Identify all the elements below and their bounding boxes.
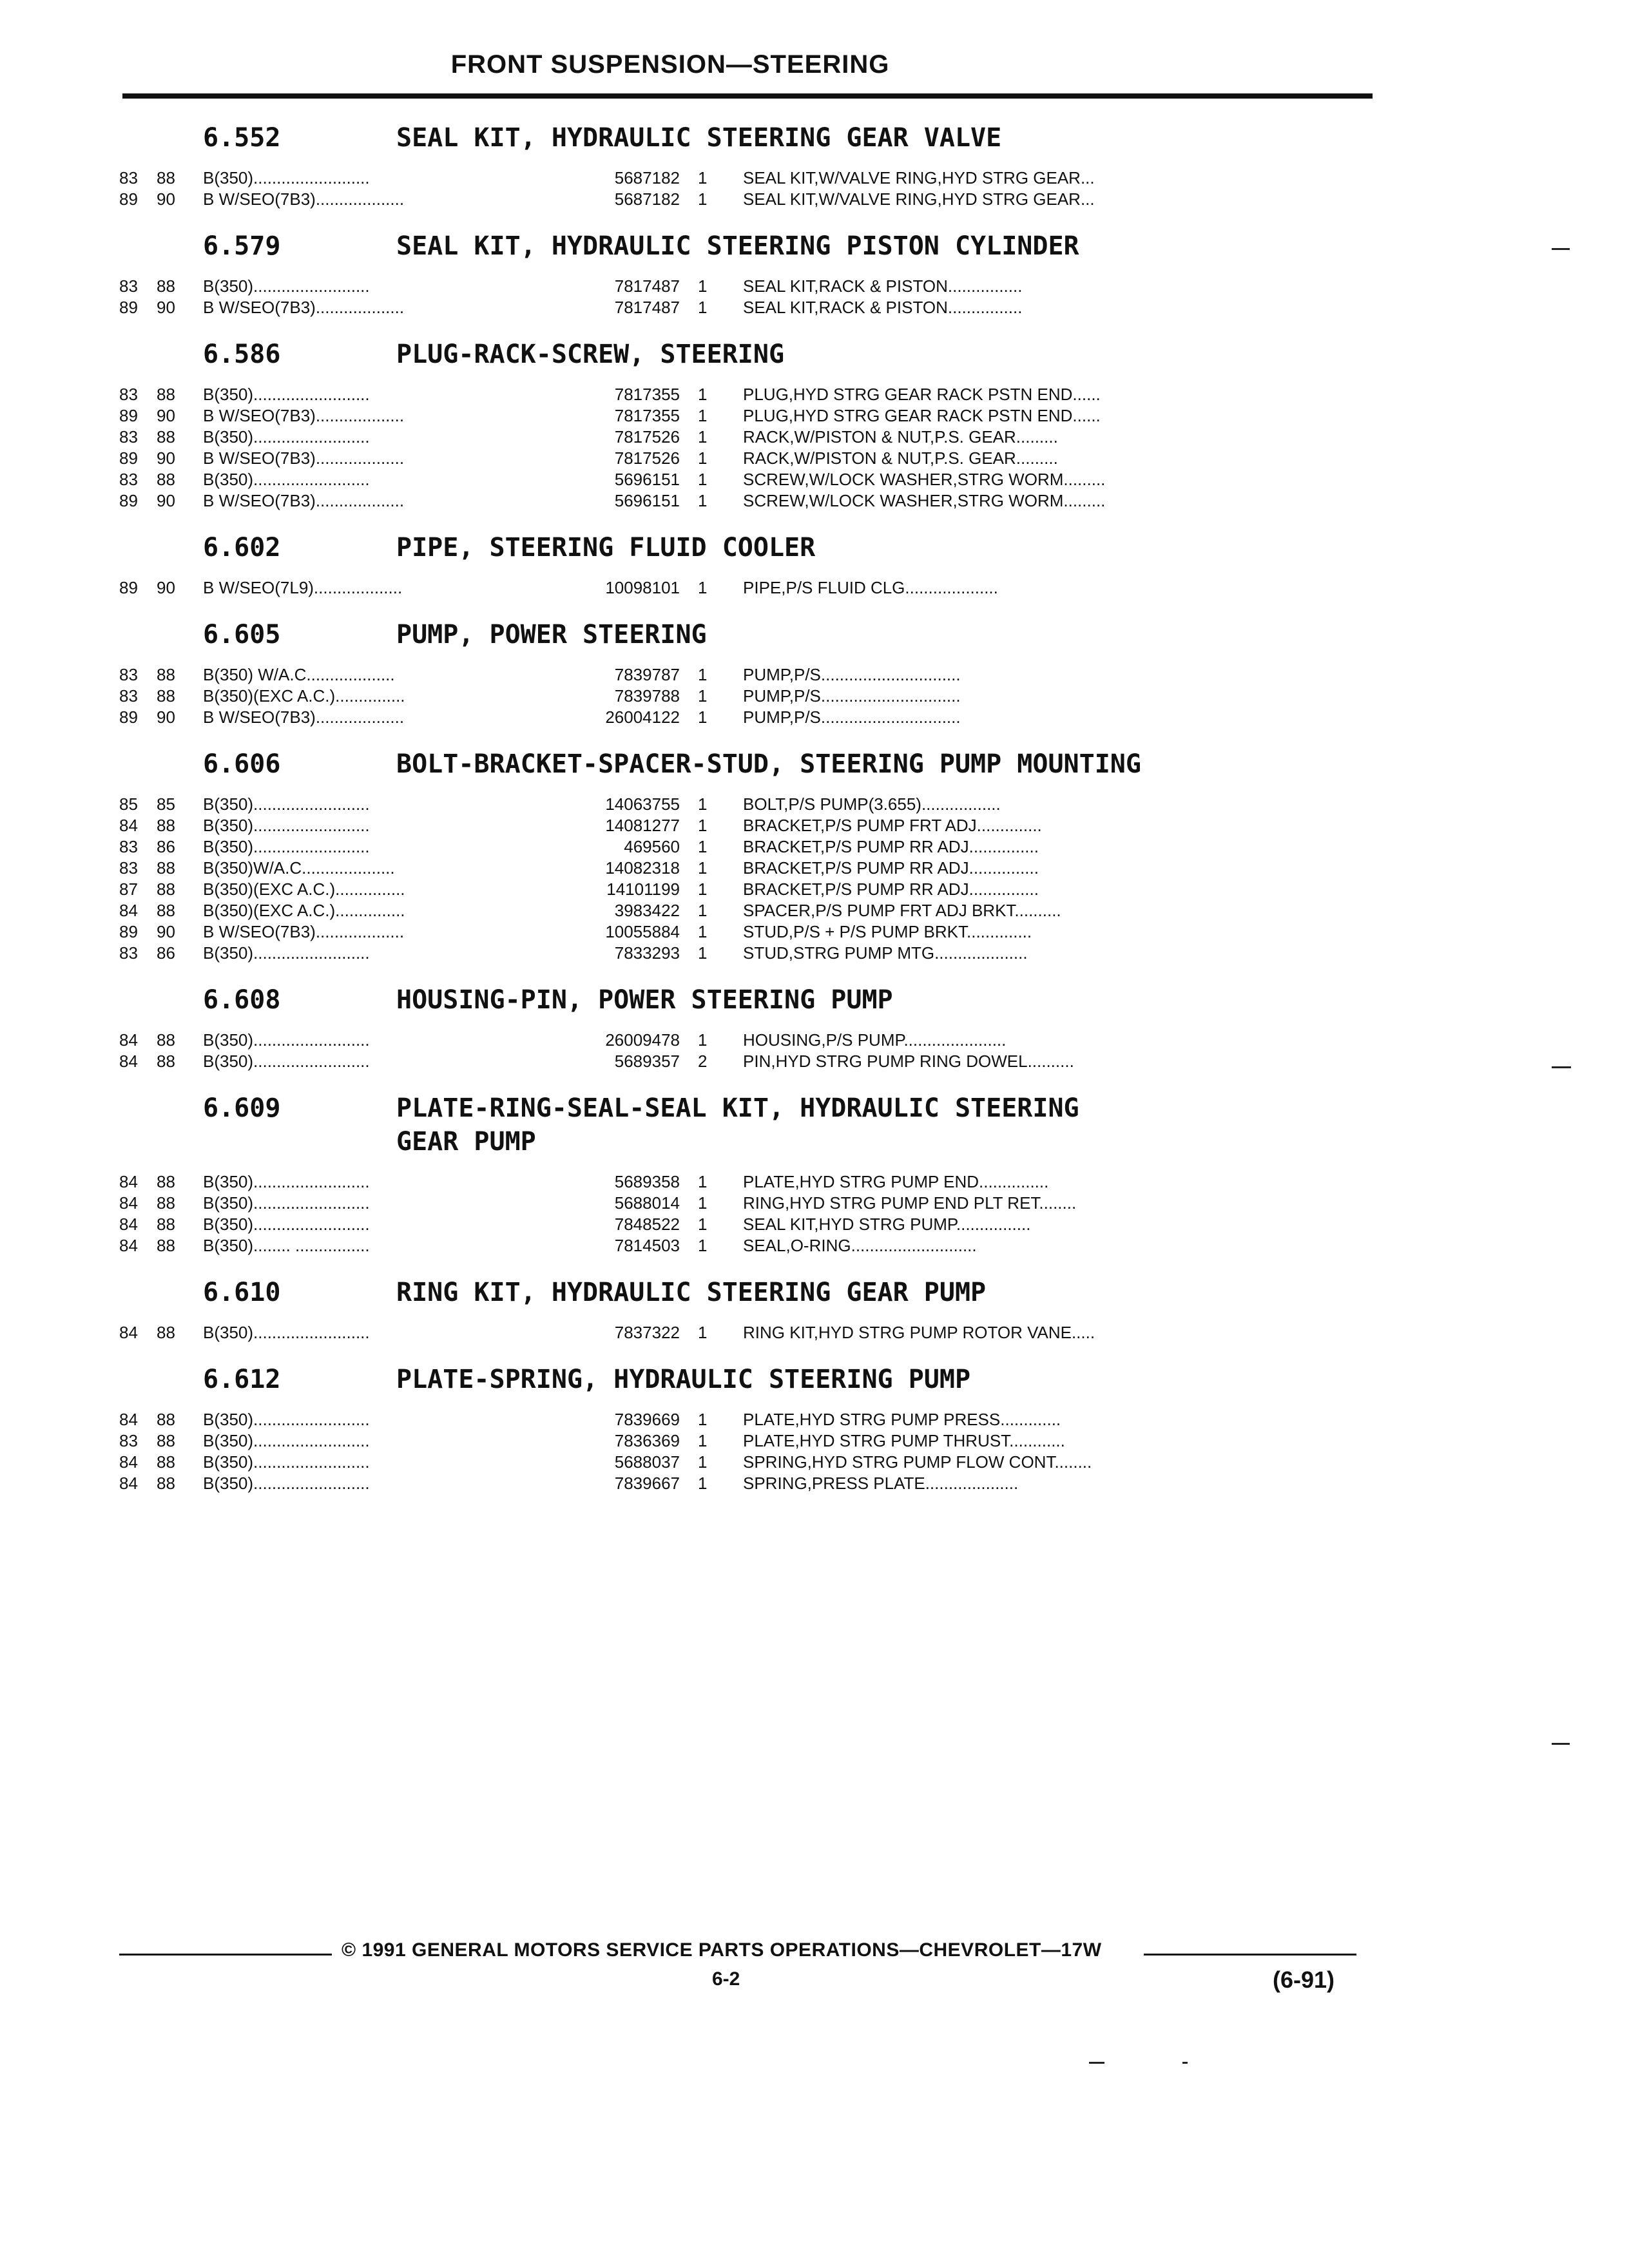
year-to: 88 xyxy=(157,858,175,878)
part-description: PIN,HYD STRG PUMP RING DOWEL.......... xyxy=(743,1052,1074,1071)
margin-mark xyxy=(1552,248,1570,250)
part-row xyxy=(119,168,1376,189)
application: B W/SEO(7B3)................... xyxy=(203,707,405,727)
page-number: 6-2 xyxy=(712,1968,740,1990)
part-row xyxy=(119,1235,1376,1256)
year-from: 83 xyxy=(119,686,138,706)
catalog-section xyxy=(119,1091,1376,1256)
application: B(350)......................... xyxy=(203,837,370,856)
year-to: 90 xyxy=(157,448,175,468)
part-row xyxy=(119,879,1376,900)
section-number: 6.586 xyxy=(203,340,281,369)
part-number: 7817355 xyxy=(614,406,680,425)
part-row xyxy=(119,794,1376,815)
footer-copyright: © 1991 GENERAL MOTORS SERVICE PARTS OPERATIONS—CHEVROLET—17W xyxy=(342,1939,1102,1961)
quantity: 1 xyxy=(698,1236,708,1255)
year-from: 85 xyxy=(119,794,138,814)
catalog-section xyxy=(119,1276,1376,1343)
quantity: 1 xyxy=(698,879,708,899)
section-number: 6.602 xyxy=(203,533,281,562)
part-number: 5688014 xyxy=(614,1193,680,1213)
year-to: 90 xyxy=(157,707,175,727)
application: B W/SEO(7B3)................... xyxy=(203,922,405,941)
part-description: PLUG,HYD STRG GEAR RACK PSTN END...... xyxy=(743,385,1101,404)
section-title: HOUSING-PIN, POWER STEERING PUMP xyxy=(396,985,893,1015)
section-title: PIPE, STEERING FLUID COOLER xyxy=(396,533,816,562)
quantity: 1 xyxy=(698,922,708,941)
part-row xyxy=(119,384,1376,405)
part-description: PUMP,P/S.............................. xyxy=(743,707,961,727)
year-to: 88 xyxy=(157,385,175,404)
application: B(350)(EXC A.C.)............... xyxy=(203,879,405,899)
part-description: PIPE,P/S FLUID CLG.................... xyxy=(743,578,998,597)
quantity: 1 xyxy=(698,1030,708,1050)
quantity: 1 xyxy=(698,470,708,489)
year-from: 83 xyxy=(119,1431,138,1450)
application: B(350)......................... xyxy=(203,1452,370,1472)
quantity: 1 xyxy=(698,794,708,814)
quantity: 1 xyxy=(698,1474,708,1493)
year-to: 88 xyxy=(157,879,175,899)
part-number: 7817487 xyxy=(614,298,680,317)
part-description: BRACKET,P/S PUMP RR ADJ............... xyxy=(743,837,1039,856)
part-description: BOLT,P/S PUMP(3.655)................. xyxy=(743,794,1001,814)
section-number: 6.552 xyxy=(203,123,281,153)
part-row xyxy=(119,297,1376,318)
catalog-section xyxy=(119,1363,1376,1494)
part-number: 5689358 xyxy=(614,1172,680,1191)
margin-mark xyxy=(1089,2062,1104,2064)
part-description: SPRING,PRESS PLATE.................... xyxy=(743,1474,1019,1493)
application: B(350) W/A.C................... xyxy=(203,665,395,684)
part-description: RING,HYD STRG PUMP END PLT RET........ xyxy=(743,1193,1077,1213)
quantity: 1 xyxy=(698,901,708,920)
part-number: 5696151 xyxy=(614,470,680,489)
catalog-section xyxy=(119,121,1376,210)
quantity: 1 xyxy=(698,1172,708,1191)
part-number: 5687182 xyxy=(614,168,680,187)
part-row xyxy=(119,1430,1376,1452)
section-title: SEAL KIT, HYDRAULIC STEERING GEAR VALVE xyxy=(396,123,1002,153)
application: B(350)......................... xyxy=(203,1323,370,1342)
quantity: 1 xyxy=(698,837,708,856)
quantity: 1 xyxy=(698,686,708,706)
page-title: FRONT SUSPENSION—STEERING xyxy=(450,50,890,79)
year-to: 88 xyxy=(157,168,175,187)
section-heading xyxy=(119,747,1376,781)
part-number: 10055884 xyxy=(605,922,680,941)
part-row xyxy=(119,707,1376,728)
year-from: 84 xyxy=(119,1323,138,1342)
catalog-section xyxy=(119,618,1376,728)
year-from: 84 xyxy=(119,1452,138,1472)
part-row xyxy=(119,1171,1376,1193)
part-description: BRACKET,P/S PUMP FRT ADJ.............. xyxy=(743,816,1042,835)
section-heading xyxy=(119,618,1376,651)
part-row xyxy=(119,921,1376,943)
catalog-section xyxy=(119,983,1376,1072)
part-description: SEAL,O-RING........................... xyxy=(743,1236,977,1255)
section-title: RING KIT, HYDRAULIC STEERING GEAR PUMP xyxy=(396,1278,987,1307)
catalog-section xyxy=(119,531,1376,599)
year-from: 83 xyxy=(119,665,138,684)
part-number: 469560 xyxy=(624,837,680,856)
quantity: 1 xyxy=(698,385,708,404)
year-to: 90 xyxy=(157,406,175,425)
part-row xyxy=(119,189,1376,210)
part-row xyxy=(119,836,1376,858)
year-from: 84 xyxy=(119,816,138,835)
application: B(350)......................... xyxy=(203,168,370,187)
part-number: 14101199 xyxy=(606,879,680,899)
year-from: 83 xyxy=(119,276,138,296)
year-to: 88 xyxy=(157,1323,175,1342)
quantity: 1 xyxy=(698,491,708,510)
part-number: 7817355 xyxy=(614,385,680,404)
quantity: 1 xyxy=(698,168,708,187)
year-to: 88 xyxy=(157,665,175,684)
year-from: 89 xyxy=(119,189,138,209)
part-row xyxy=(119,664,1376,686)
part-row xyxy=(119,469,1376,490)
application: B(350)......................... xyxy=(203,816,370,835)
part-number: 7817487 xyxy=(614,276,680,296)
part-description: SPRING,HYD STRG PUMP FLOW CONT........ xyxy=(743,1452,1092,1472)
part-number: 7839788 xyxy=(614,686,680,706)
section-title: PUMP, POWER STEERING xyxy=(396,620,707,649)
quantity: 1 xyxy=(698,1323,708,1342)
year-to: 90 xyxy=(157,578,175,597)
application: B(350)......................... xyxy=(203,1215,370,1234)
part-description: SCREW,W/LOCK WASHER,STRG WORM......... xyxy=(743,491,1106,510)
catalog-section xyxy=(119,338,1376,512)
section-title: BOLT-BRACKET-SPACER-STUD, STEERING PUMP MOUNTING xyxy=(396,749,1141,779)
part-description: SEAL KIT,W/VALVE RING,HYD STRG GEAR... xyxy=(743,189,1095,209)
application: B W/SEO(7B3)................... xyxy=(203,189,405,209)
application: B(350)(EXC A.C.)............... xyxy=(203,901,405,920)
footer-rule-left xyxy=(119,1954,332,1956)
part-number: 7837322 xyxy=(614,1323,680,1342)
section-number: 6.612 xyxy=(203,1365,281,1394)
application: B(350)........ ................ xyxy=(203,1236,370,1255)
year-from: 84 xyxy=(119,1052,138,1071)
quantity: 1 xyxy=(698,189,708,209)
year-from: 89 xyxy=(119,491,138,510)
section-heading xyxy=(119,983,1376,1017)
year-from: 84 xyxy=(119,1236,138,1255)
section-heading xyxy=(119,229,1376,263)
part-number: 7836369 xyxy=(614,1431,680,1450)
year-from: 89 xyxy=(119,448,138,468)
section-heading xyxy=(119,121,1376,155)
year-from: 89 xyxy=(119,707,138,727)
application: B(350)......................... xyxy=(203,1030,370,1050)
part-row xyxy=(119,858,1376,879)
year-from: 83 xyxy=(119,427,138,447)
section-number: 6.605 xyxy=(203,620,281,649)
section-number: 6.579 xyxy=(203,231,281,261)
year-to: 90 xyxy=(157,298,175,317)
application: B(350)(EXC A.C.)............... xyxy=(203,686,405,706)
application: B(350)......................... xyxy=(203,794,370,814)
margin-mark xyxy=(1552,1066,1571,1068)
year-from: 84 xyxy=(119,1410,138,1429)
application: B(350)......................... xyxy=(203,1193,370,1213)
part-number: 7839669 xyxy=(614,1410,680,1429)
section-title: PLUG-RACK-SCREW, STEERING xyxy=(396,340,785,369)
year-from: 84 xyxy=(119,1215,138,1234)
year-from: 89 xyxy=(119,922,138,941)
quantity: 1 xyxy=(698,943,708,963)
parts-table xyxy=(119,1322,1376,1343)
year-to: 88 xyxy=(157,1030,175,1050)
year-from: 89 xyxy=(119,578,138,597)
part-row xyxy=(119,405,1376,427)
application: B(350)......................... xyxy=(203,1410,370,1429)
part-number: 7839667 xyxy=(614,1474,680,1493)
year-to: 88 xyxy=(157,1215,175,1234)
year-to: 88 xyxy=(157,1474,175,1493)
parts-table xyxy=(119,1030,1376,1072)
year-from: 84 xyxy=(119,901,138,920)
quantity: 1 xyxy=(698,1193,708,1213)
page-header xyxy=(122,50,1373,79)
quantity: 1 xyxy=(698,276,708,296)
part-description: STUD,P/S + P/S PUMP BRKT.............. xyxy=(743,922,1032,941)
parts-table xyxy=(119,664,1376,728)
revision-date: (6-91) xyxy=(1273,1966,1335,1993)
part-description: BRACKET,P/S PUMP RR ADJ............... xyxy=(743,879,1039,899)
year-to: 90 xyxy=(157,922,175,941)
year-to: 88 xyxy=(157,1236,175,1255)
application: B(350)......................... xyxy=(203,943,370,963)
year-from: 84 xyxy=(119,1193,138,1213)
year-to: 88 xyxy=(157,901,175,920)
part-description: PLATE,HYD STRG PUMP THRUST............ xyxy=(743,1431,1065,1450)
year-from: 84 xyxy=(119,1030,138,1050)
part-row xyxy=(119,448,1376,469)
parts-table xyxy=(119,168,1376,210)
year-from: 89 xyxy=(119,298,138,317)
year-from: 83 xyxy=(119,168,138,187)
part-row xyxy=(119,1214,1376,1235)
section-heading xyxy=(119,1091,1376,1158)
part-description: SEAL KIT,RACK & PISTON................ xyxy=(743,276,1023,296)
part-number: 14063755 xyxy=(605,794,680,814)
section-title: SEAL KIT, HYDRAULIC STEERING PISTON CYLINDER xyxy=(396,231,1079,261)
year-to: 85 xyxy=(157,794,175,814)
year-to: 86 xyxy=(157,943,175,963)
part-description: SEAL KIT,W/VALVE RING,HYD STRG GEAR... xyxy=(743,168,1095,187)
year-to: 88 xyxy=(157,1172,175,1191)
year-to: 88 xyxy=(157,686,175,706)
part-number: 3983422 xyxy=(614,901,680,920)
part-number: 14081277 xyxy=(605,816,680,835)
catalog-section xyxy=(119,747,1376,964)
application: B(350)......................... xyxy=(203,427,370,447)
year-to: 86 xyxy=(157,837,175,856)
application: B W/SEO(7B3)................... xyxy=(203,491,405,510)
quantity: 1 xyxy=(698,298,708,317)
part-row xyxy=(119,577,1376,599)
section-number: 6.608 xyxy=(203,985,281,1015)
part-description: PLATE,HYD STRG PUMP END............... xyxy=(743,1172,1049,1191)
application: B(350)......................... xyxy=(203,1431,370,1450)
part-number: 5689357 xyxy=(614,1052,680,1071)
part-description: RACK,W/PISTON & NUT,P.S. GEAR......... xyxy=(743,427,1058,447)
quantity: 1 xyxy=(698,1431,708,1450)
part-number: 7848522 xyxy=(614,1215,680,1234)
parts-table xyxy=(119,276,1376,318)
parts-table xyxy=(119,384,1376,512)
part-row xyxy=(119,1409,1376,1430)
quantity: 1 xyxy=(698,1215,708,1234)
header-rule xyxy=(122,93,1373,99)
application: B(350)......................... xyxy=(203,276,370,296)
application: B W/SEO(7B3)................... xyxy=(203,298,405,317)
year-from: 83 xyxy=(119,858,138,878)
section-heading xyxy=(119,338,1376,371)
part-description: PUMP,P/S.............................. xyxy=(743,665,961,684)
footer-rule-right xyxy=(1144,1954,1356,1956)
part-row xyxy=(119,815,1376,836)
part-number: 7814503 xyxy=(614,1236,680,1255)
year-from: 83 xyxy=(119,943,138,963)
quantity: 2 xyxy=(698,1052,708,1071)
year-to: 88 xyxy=(157,1431,175,1450)
section-heading xyxy=(119,1276,1376,1309)
margin-mark xyxy=(1182,2062,1188,2064)
parts-table xyxy=(119,1409,1376,1494)
year-from: 83 xyxy=(119,837,138,856)
part-number: 14082318 xyxy=(605,858,680,878)
quantity: 1 xyxy=(698,707,708,727)
part-description: SEAL KIT,HYD STRG PUMP................ xyxy=(743,1215,1031,1234)
application: B(350)......................... xyxy=(203,385,370,404)
section-heading xyxy=(119,531,1376,564)
section-number: 6.609 xyxy=(203,1093,281,1123)
quantity: 1 xyxy=(698,448,708,468)
year-to: 88 xyxy=(157,1452,175,1472)
year-from: 84 xyxy=(119,1172,138,1191)
quantity: 1 xyxy=(698,665,708,684)
quantity: 1 xyxy=(698,578,708,597)
part-number: 26004122 xyxy=(605,707,680,727)
year-to: 88 xyxy=(157,816,175,835)
quantity: 1 xyxy=(698,1410,708,1429)
part-number: 7839787 xyxy=(614,665,680,684)
year-from: 89 xyxy=(119,406,138,425)
parts-table xyxy=(119,1171,1376,1256)
quantity: 1 xyxy=(698,1452,708,1472)
part-row xyxy=(119,686,1376,707)
application: B W/SEO(7B3)................... xyxy=(203,448,405,468)
part-description: PUMP,P/S.............................. xyxy=(743,686,961,706)
application: B W/SEO(7L9)................... xyxy=(203,578,403,597)
part-row xyxy=(119,1030,1376,1051)
year-to: 88 xyxy=(157,1052,175,1071)
part-row xyxy=(119,427,1376,448)
year-from: 83 xyxy=(119,385,138,404)
part-number: 5696151 xyxy=(614,491,680,510)
parts-table xyxy=(119,577,1376,599)
year-to: 88 xyxy=(157,1410,175,1429)
part-row xyxy=(119,1452,1376,1473)
part-row xyxy=(119,276,1376,297)
part-description: SCREW,W/LOCK WASHER,STRG WORM......... xyxy=(743,470,1106,489)
part-row xyxy=(119,900,1376,921)
part-row xyxy=(119,1193,1376,1214)
part-number: 5688037 xyxy=(614,1452,680,1472)
year-to: 90 xyxy=(157,491,175,510)
part-number: 7817526 xyxy=(614,448,680,468)
year-to: 88 xyxy=(157,427,175,447)
part-description: STUD,STRG PUMP MTG.................... xyxy=(743,943,1028,963)
part-number: 7817526 xyxy=(614,427,680,447)
parts-table xyxy=(119,794,1376,964)
section-title: PLATE-SPRING, HYDRAULIC STEERING PUMP xyxy=(396,1365,971,1394)
application: B(350)......................... xyxy=(203,1172,370,1191)
part-description: PLUG,HYD STRG GEAR RACK PSTN END...... xyxy=(743,406,1101,425)
part-row xyxy=(119,1473,1376,1494)
quantity: 1 xyxy=(698,858,708,878)
section-title: PLATE-RING-SEAL-SEAL KIT, HYDRAULIC STEERING GEAR PUMP xyxy=(396,1093,1079,1157)
quantity: 1 xyxy=(698,427,708,447)
page-footer xyxy=(119,1933,1376,2023)
part-row xyxy=(119,1322,1376,1343)
part-description: RING KIT,HYD STRG PUMP ROTOR VANE..... xyxy=(743,1323,1095,1342)
part-row xyxy=(119,490,1376,512)
part-row xyxy=(119,943,1376,964)
application: B W/SEO(7B3)................... xyxy=(203,406,405,425)
parts-catalog xyxy=(119,121,1376,1514)
part-description: RACK,W/PISTON & NUT,P.S. GEAR......... xyxy=(743,448,1058,468)
part-description: SEAL KIT,RACK & PISTON................ xyxy=(743,298,1023,317)
part-row xyxy=(119,1051,1376,1072)
year-from: 83 xyxy=(119,470,138,489)
margin-mark xyxy=(1552,1743,1570,1745)
application: B(350)......................... xyxy=(203,1474,370,1493)
part-description: BRACKET,P/S PUMP RR ADJ............... xyxy=(743,858,1039,878)
catalog-section xyxy=(119,229,1376,318)
year-from: 87 xyxy=(119,879,138,899)
year-from: 84 xyxy=(119,1474,138,1493)
part-description: PLATE,HYD STRG PUMP PRESS............. xyxy=(743,1410,1061,1429)
year-to: 88 xyxy=(157,1193,175,1213)
part-number: 10098101 xyxy=(605,578,680,597)
part-number: 5687182 xyxy=(614,189,680,209)
year-to: 88 xyxy=(157,470,175,489)
year-to: 88 xyxy=(157,276,175,296)
quantity: 1 xyxy=(698,816,708,835)
section-number: 6.606 xyxy=(203,749,281,779)
application: B(350)W/A.C.................... xyxy=(203,858,395,878)
quantity: 1 xyxy=(698,406,708,425)
section-heading xyxy=(119,1363,1376,1396)
section-number: 6.610 xyxy=(203,1278,281,1307)
application: B(350)......................... xyxy=(203,1052,370,1071)
part-number: 26009478 xyxy=(605,1030,680,1050)
part-description: HOUSING,P/S PUMP...................... xyxy=(743,1030,1007,1050)
application: B(350)......................... xyxy=(203,470,370,489)
year-to: 90 xyxy=(157,189,175,209)
part-description: SPACER,P/S PUMP FRT ADJ BRKT.......... xyxy=(743,901,1061,920)
part-number: 7833293 xyxy=(614,943,680,963)
